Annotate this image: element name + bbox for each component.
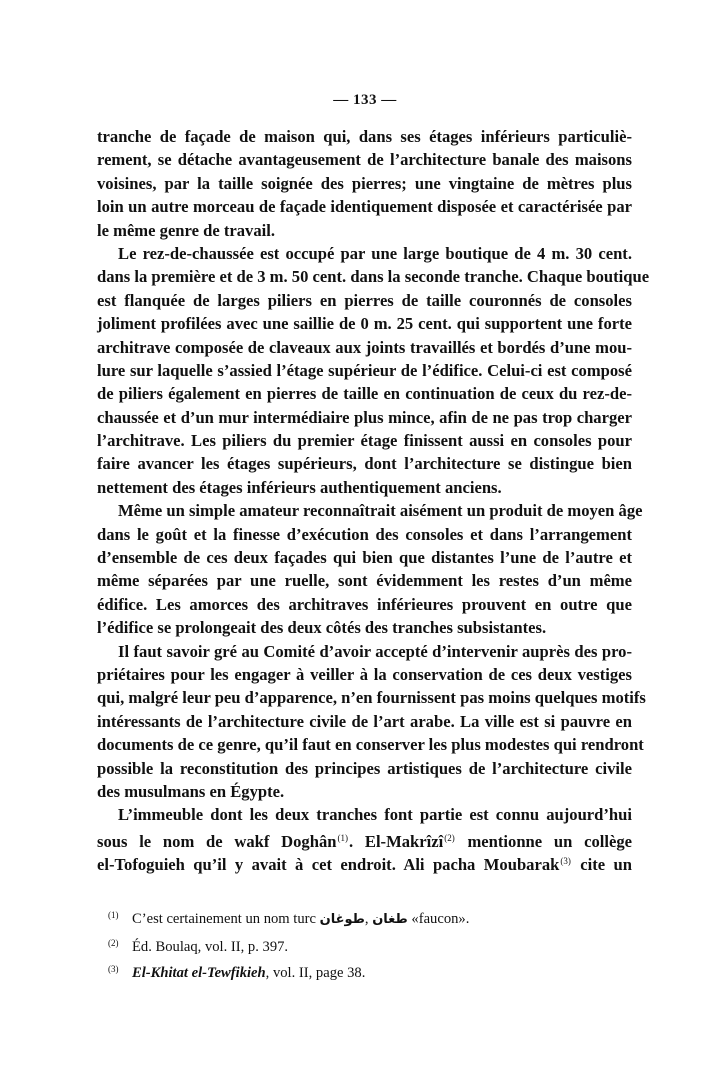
text-line: nettement des étages inférieurs authentiquement anciens.: [97, 477, 502, 497]
text-line: le même genre de travail.: [97, 220, 276, 240]
footnote-2: [108, 932, 628, 959]
text-line: joliment profilées avec une saillie de 0 m. 25 cent. qui supportent une forte: [97, 314, 632, 334]
footnote-mark: (3): [108, 964, 119, 975]
separator: ,: [364, 911, 373, 927]
text-line: dans le goût et la finesse d’exécution des consoles et dans l’arrangement: [97, 524, 632, 544]
text-line: Le rez-de-chaussée est occupé par une large boutique de 4 m. 30 cent.: [118, 243, 632, 263]
footnote-3: [108, 958, 628, 985]
page-number: — 133 —: [333, 92, 397, 108]
text-line: des musulmans en Égypte.: [97, 781, 285, 801]
text-line: lure sur laquelle s’assied l’étage supérieur de l’édifice. Celui-ci est composé: [97, 360, 632, 380]
footnote-1: [108, 904, 628, 932]
text-line: rement, se détache avantageusement de l’architecture banale des maisons: [97, 150, 632, 170]
text-line: [97, 850, 632, 873]
footnote-title: El-Khitat el-Tewfikieh: [132, 965, 266, 982]
text-line: qui, malgré leur peu d’apparence, n’en fournissent pas moins quelques motifs: [97, 688, 646, 708]
text-line: l’architrave. Les piliers du premier étage finissent aussi en consoles pour: [97, 431, 632, 451]
paragraph-2: [97, 242, 650, 499]
footnote-mark: (1): [108, 910, 119, 920]
paragraph-3: [97, 499, 643, 639]
text-segment: . El-Makrîzî: [348, 831, 444, 851]
text-line: l’édifice se prolongeait des deux côtés des tranches subsistantes.: [97, 618, 547, 638]
text-line: Il faut savoir gré au Comité d’avoir accepté d’intervenir auprès des pro-: [118, 641, 632, 661]
text-line: édifice. Les amorces des architraves inférieures prouvent en outre que: [97, 594, 632, 614]
footnote-text: , vol. II, page 38.: [265, 965, 366, 982]
text-segment: sous le nom de wakf Doghân: [97, 831, 337, 851]
footnote-mark: (2): [108, 937, 119, 948]
footnotes: [108, 904, 628, 985]
paragraph-1: [97, 125, 632, 242]
text-segment: cite un: [571, 855, 633, 875]
text-line: d’ensemble de ces deux façades qui bien que distantes l’une de l’autre et: [97, 548, 632, 568]
footnote-ref-1[interactable]: (1): [337, 832, 348, 843]
text-line: même séparées par une ruelle, sont évidemment les restes d’un même: [97, 571, 632, 591]
text-line: possible la reconstitution des principes artistiques de l’architecture civile: [97, 758, 632, 778]
text-line: architrave composée de claveaux aux joints travaillés et bordés d’une mou-: [97, 337, 632, 357]
footnote-text: C’est certainement un nom turc: [132, 911, 320, 927]
text-segment: mentionne un collège: [455, 831, 633, 851]
arabic-word: طوغان: [319, 912, 365, 927]
text-line: tranche de façade de maison qui, dans ses étages inférieurs particuliè-: [97, 127, 632, 146]
arabic-word: طغان: [372, 912, 408, 927]
text-line: documents de ce genre, qu’il faut en conserver les plus modestes qui rendront: [97, 735, 644, 755]
paragraph-4: [97, 640, 646, 804]
footnote-text: Éd. Boulaq, vol. II, p. 397.: [132, 938, 289, 955]
paragraph-5: [97, 803, 632, 873]
text-line: faire avancer les étages supérieurs, dont l’architecture se distingue bien: [97, 454, 632, 474]
text-line: de piliers également en pierres de taille en continuation de ceux du rez-de-: [97, 384, 632, 404]
text-segment: el-Tofoguieh qu’il y avait à cet endroit. Ali pacha Moubarak: [97, 855, 560, 875]
body-text: [97, 125, 650, 875]
text-line: dans la première et de 3 m. 50 cent. dans la seconde tranche. Chaque boutique: [97, 267, 650, 287]
footnote-ref-2[interactable]: (2): [444, 832, 455, 843]
text-line: est flanquée de larges piliers en pierres de taille couronnés de consoles: [97, 290, 632, 310]
footnote-text: «faucon».: [407, 911, 470, 927]
text-line: voisines, par la taille soignée des pierres; une vingtaine de mètres plus: [97, 173, 632, 193]
text-line: Même un simple amateur reconnaîtrait aisément un produit de moyen âge: [118, 501, 643, 521]
text-line: loin un autre morceau de façade identiquement disposée et caractérisée par: [97, 197, 632, 217]
footnote-ref-3[interactable]: (3): [560, 856, 571, 867]
text-line: priétaires pour les engager à veiller à la conservation de ces deux vestiges: [97, 664, 632, 684]
text-line: L’immeuble dont les deux tranches font partie est connu aujourd’hui: [118, 805, 632, 825]
text-line: intéressants de l’architecture civile de l’art arabe. La ville est si pauvre en: [97, 711, 632, 731]
text-line: [97, 827, 632, 850]
text-line: chaussée et d’un mur intermédiaire plus mince, afin de ne pas trop charger: [97, 407, 632, 427]
